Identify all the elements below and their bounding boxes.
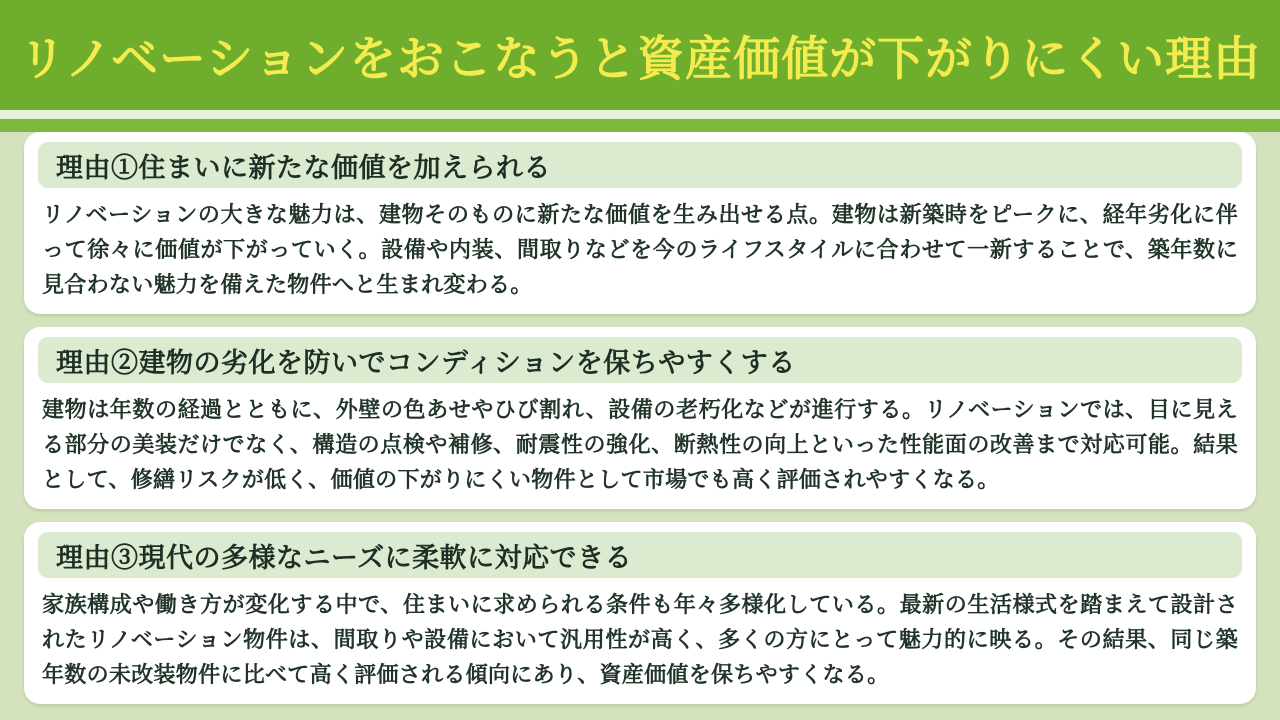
reason-card-3 (24, 522, 1256, 704)
reason-card-2 (24, 327, 1256, 509)
reason-2-heading: 理由②建物の劣化を防いでコンディションを保ちやすくする (56, 347, 796, 378)
reason-2-body: 建物は年数の経過とともに、外壁の色あせやひび割れ、設備の老朽化などが進行する。リノベーションでは、目に見える部分の美装だけでなく、構造の点検や補修、耐震性の強化、断熱性の向上といった性能面の改善まで対応可能。結果として、修繕リスクが低く、価値の下がりにくい物件として市場でも高く評価されやすくなる。 (42, 397, 1238, 492)
reason-1-heading-pill (38, 142, 1242, 188)
reason-1-body: リノベーションの大きな魅力は、建物そのものに新たな価値を生み出せる点。建物は新築時をピークに、経年劣化に伴って徐々に価値が下がっていく。設備や内装、間取りなどを今のライフスタイルに合わせて一新することで、築年数に見合わない魅力を備えた物件へと生まれ変わる。 (42, 202, 1238, 297)
page-title: リノベーションをおこなうと資産価値が下がりにくい理由 (18, 31, 1262, 85)
reason-2-heading-pill (38, 337, 1242, 383)
reason-3-heading-pill (38, 532, 1242, 578)
reason-3-body: 家族構成や働き方が変化する中で、住まいに求められる条件も年々多様化している。最新の生活様式を踏まえて設計されたリノベーション物件は、間取りや設備において汎用性が高く、多くの方にとって魅力的に映る。その結果、同じ築年数の未改装物件に比べて高く評価される傾向にあり、資産価値を保ちやすくなる。 (42, 592, 1238, 687)
banner-divider-light (0, 110, 1280, 119)
reason-card-1 (24, 132, 1256, 314)
header-banner (0, 0, 1280, 110)
reason-1-heading: 理由①住まいに新たな価値を加えられる (56, 152, 551, 183)
content-area (0, 132, 1280, 704)
reason-3-heading: 理由③現代の多様なニーズに柔軟に対応できる (56, 542, 633, 573)
banner-divider-green (0, 119, 1280, 132)
